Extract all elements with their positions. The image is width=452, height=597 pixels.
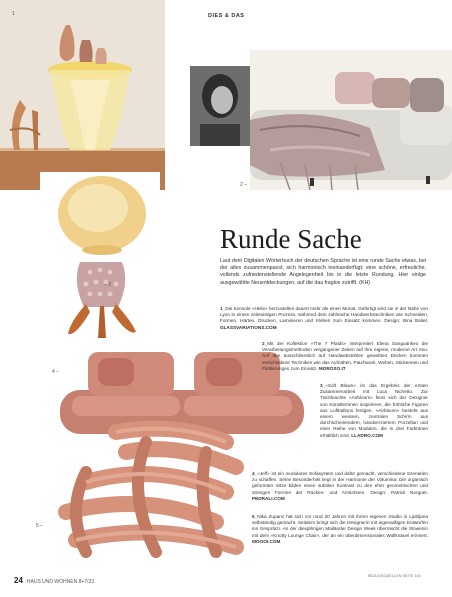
figure-label-2: 2 – (240, 182, 247, 188)
magazine-name: HAUS UND WOHNEN 8+7/23 (26, 579, 95, 585)
item-text: «Soft Blown» ist das Ergebnis der ersten Zusammenarbeit mit Luca Nichetto. Zur Tischleuchte «Airbloom» fiess sich der Designer von Künstlerinnen inspirieren, die fröhliche Figuren aus Luftballons fertigen. «Airbloom» besteht aus einem weissen, zentralen Schirm aus durchscheinendem, handverziertem Porzellan und einer Reihe von Modulen, die in drei Farbtönen erhältlich sind. (320, 383, 428, 438)
item-label: 3_ (320, 383, 326, 388)
item-label: 1_ (220, 306, 226, 311)
item-label: 2_ (262, 341, 268, 346)
knotty-chair-illustration (46, 412, 256, 562)
item-label: 5_ (252, 514, 258, 519)
console-photo-illustration (0, 0, 165, 190)
item-text: «Jeff» ist ein modulares Sofasystem und dafür gemacht, verschiedene Szenarien zu schaffen. Seine Besonderheit liegt in der Harmonie der Volumina: Die organisch geformten Sitze bilden einen subtilen Kontrast zu den eher geometrischen und strengen Formen der Rücken- und Armlehnen. Design: Patrick Norguet. (252, 471, 428, 495)
item-brand: LLADRO.COM (351, 432, 384, 438)
console-photo (0, 0, 165, 190)
sofa-plaid-illustration (250, 50, 452, 190)
item-3 (320, 383, 428, 439)
item-text: Nika Zupanc hat sich vor rund 20 Jahren mit ihrem eigenen Studio in Ljubljana selbständig gemacht. Seitdem bringt sich die Designerin mit eigenwilligen Entwürfen ins Gespräch. An der diesjährigen Mailänder Design Week überrascht die Slowenin mit dem «Knotty Lounge Chair», der an ein überdimensionales Wollknäuel erinnert. (252, 514, 428, 538)
figure-label-3: – 3 (104, 282, 111, 288)
sources-note: BEZUGSQUELLEN SEITE 140 (368, 574, 421, 578)
item-5 (252, 514, 428, 545)
figure-label-4: 4 – (52, 369, 59, 375)
figure-label-1: 1 (12, 11, 15, 17)
lamp-photo (40, 172, 160, 350)
item-text: Die Konsole «Helix» herzustellen dauert mehr als einen Monat. Gefertigt wird sie in der Nähe von Lyon in einem zeitexistigen Prozess, während dem zahlreiche Handwerkstechniken wie Schneiden, Formen, Härten, Drucken, Laminieren und Kleben zum Einsatz kommen. Design: Bina Baitel. (220, 306, 428, 324)
item-brand: MOOOI.COM (252, 538, 281, 544)
page-number: 24 (14, 576, 23, 585)
lamp-illustration (40, 172, 160, 350)
article-intro: Laut dem Digitalen Wörterbuch der deutschen Sprache ist eine runde Sache etwas, bei der alles zusammenpasst, sich harmonisch ineinanderfügt; eine schöne, erfreuliche, vollends zufriedenstellende Angelegenheit bis in die letzte Rundung. Hier einige ausgewählte Neuentdeckungen, auf die das fraglos zutrifft. (KH) (220, 258, 426, 286)
page-footer (14, 576, 94, 585)
item-2 (262, 341, 428, 372)
item-label: 4_ (252, 471, 258, 476)
knotty-chair-photo (46, 412, 256, 562)
designer-portrait (190, 66, 250, 146)
sofa-plaid-photo (250, 50, 452, 190)
portrait-photo (190, 66, 250, 146)
item-brand: MOROSO.IT (318, 365, 346, 371)
item-text: Mit der Kollektion «The 7 Plaids» interpretiert Elena Sanguankeo die Verarbeitungsmethoden vergangener Zeiten auf ihre eigene, moderne Art neu. Auf den ausschliesslich auf Handwebstühlen gewebten Decken kommen verschiedene Techniken wie das Aufnähen, Patchwork, Weben, Stickereien und Flottierungen zum Einsatz. (262, 341, 428, 371)
article-title: Runde Sache (220, 224, 362, 254)
item-1 (220, 306, 428, 331)
item-brand: PEDRALI.COM (252, 495, 285, 501)
section-header: DIES & DAS (208, 13, 245, 19)
figure-label-5: 5 – (36, 523, 43, 529)
item-4 (252, 471, 428, 502)
item-brand: GLASSVARIATIONS.COM (220, 324, 277, 330)
